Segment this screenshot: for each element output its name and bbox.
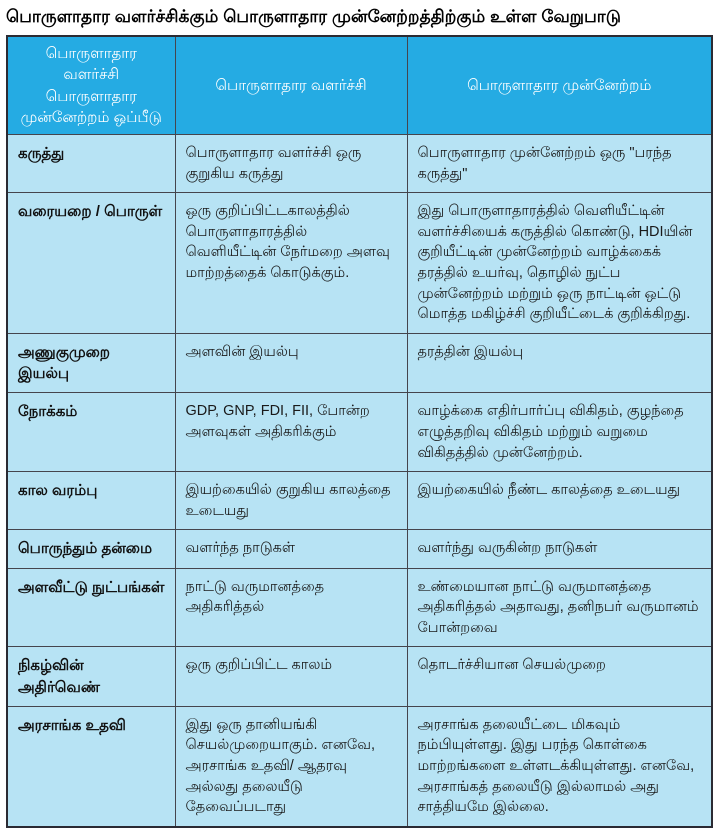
growth-cell: GDP, GNP, FDI, FII, போன்ற அளவுகள் அதிகரிக்கும் (175, 393, 407, 472)
row-label: கால வரம்பு (7, 472, 175, 530)
row-label: அரசாங்க உதவி (7, 706, 175, 826)
growth-cell: அளவின் இயல்பு (175, 333, 407, 393)
table-row (7, 472, 712, 530)
table-row (7, 530, 712, 568)
page-title: பொருளாதார வளர்ச்சிக்கும் பொருளாதார முன்னேற்றத்திற்கும் உள்ள வேறுபாடு (6, 7, 622, 26)
development-cell: தரத்தின் இயல்பு (407, 333, 712, 393)
growth-cell: இது ஒரு தானியங்கி செயல்முறையாகும். எனவே, அரசாங்க உதவி/ ஆதரவு அல்லது தலையீடு தேவைப்படாது (175, 706, 407, 826)
development-cell: பொருளாதார முன்னேற்றம் ஒரு "பரந்த கருத்து" (407, 135, 712, 193)
growth-cell: நாட்டு வருமானத்தை அதிகரித்தல் (175, 568, 407, 647)
table-row (7, 706, 712, 826)
row-label: பொருந்தும் தன்மை (7, 530, 175, 568)
development-cell: வாழ்க்கை எதிர்பார்ப்பு விகிதம், குழந்தை எழுத்தறிவு விகிதம் மற்றும் வறுமை விகிதத்தில் முன்னேற்றம். (407, 393, 712, 472)
development-cell: இயற்கையில் நீண்ட காலத்தை உடையது (407, 472, 712, 530)
header-cell-growth: பொருளாதார வளர்ச்சி (175, 36, 407, 135)
row-label: நிகழ்வின் அதிர்வெண் (7, 647, 175, 707)
development-cell: வளர்ந்து வருகின்ற நாடுகள் (407, 530, 712, 568)
row-label: அணுகுமுறை இயல்பு (7, 333, 175, 393)
growth-cell: வளர்ந்த நாடுகள் (175, 530, 407, 568)
row-label: வரையறை / பொருள் (7, 193, 175, 333)
table-row (7, 135, 712, 193)
table-row (7, 193, 712, 333)
table-row (7, 333, 712, 393)
growth-cell: ஒரு குறிப்பிட்ட காலம் (175, 647, 407, 707)
table-header-row (7, 36, 712, 135)
growth-cell: பொருளாதார வளர்ச்சி ஒரு குறுகிய கருத்து (175, 135, 407, 193)
growth-cell: இயற்கையில் குறுகிய காலத்தை உடையது (175, 472, 407, 530)
development-cell: அரசாங்க தலையீட்டை மிகவும் நம்பியுள்ளது. இது பரந்த கொள்கை மாற்றங்களை உள்ளடக்கியுள்ளது. எனவே, அரசாங்கத் தலையீடு இல்லாமல் அது சாத்தியமே இல்லை. (407, 706, 712, 826)
growth-cell: ஒரு குறிப்பிட்டகாலத்தில் பொருளாதாரத்தில் வெளியீட்டின் நேர்மறை அளவு மாற்றத்தைக் கொடுக்கும். (175, 193, 407, 333)
development-cell: தொடர்ச்சியான செயல்முறை (407, 647, 712, 707)
header-cell-comparison: பொருளாதார வளர்ச்சி பொருளாதார முன்னேற்றம் ஒப்பீடு (7, 36, 175, 135)
table-row (7, 393, 712, 472)
row-label: கருத்து (7, 135, 175, 193)
row-label: அளவீட்டு நுட்பங்கள் (7, 568, 175, 647)
row-label: நோக்கம் (7, 393, 175, 472)
development-cell: உண்மையான நாட்டு வருமானத்தை அதிகரித்தல் அதாவது, தனிநபர் வருமானம் போன்றவை (407, 568, 712, 647)
table-row (7, 647, 712, 707)
table-row (7, 568, 712, 647)
development-cell: இது பொருளாதாரத்தில் வெளியீட்டின் வளர்ச்சியைக் கருத்தில் கொண்டு, HDIயின் குறியீட்டின் முன்னேற்றம் வாழ்க்கைக் தரத்தில் உயர்வு, தொழில் நுட்ப முன்னேற்றம் மற்றும் ஒரு நாட்டின் ஒட்டு மொத்த மகிழ்ச்சி குறியீட்டைக் குறிக்கிறது. (407, 193, 712, 333)
comparison-table (6, 35, 713, 828)
header-cell-development: பொருளாதார முன்னேற்றம் (407, 36, 712, 135)
